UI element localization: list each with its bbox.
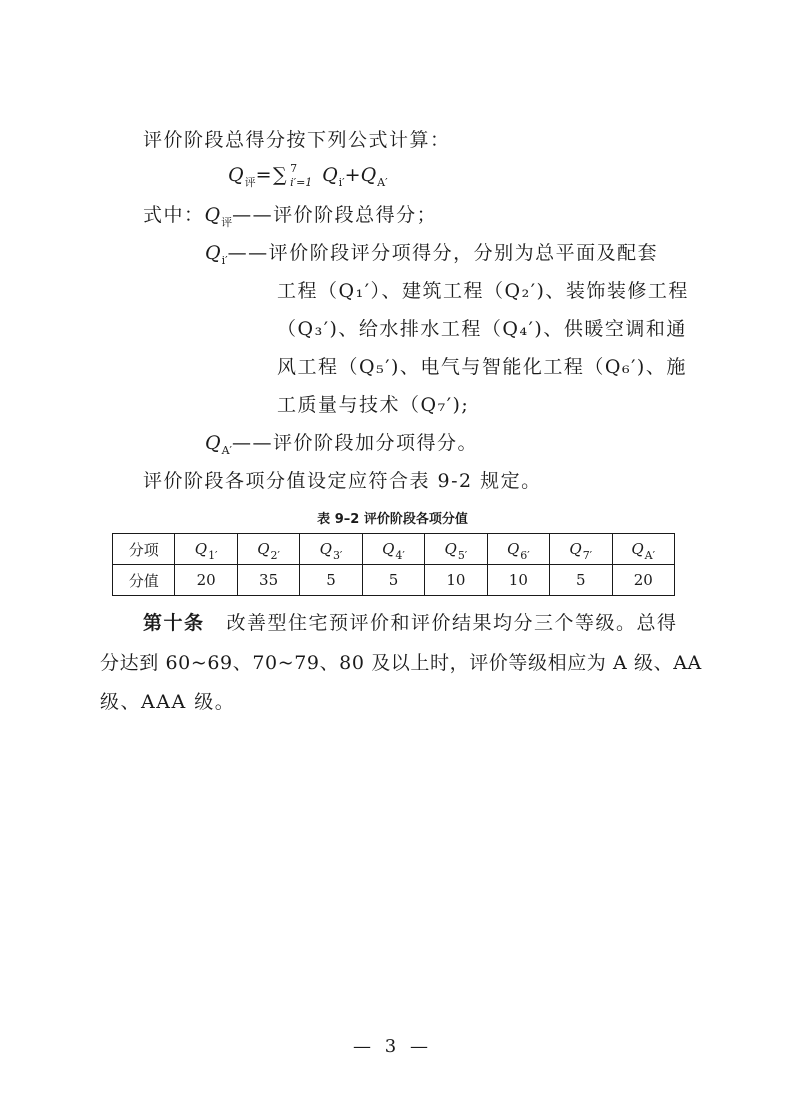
definition-bonus-symbol: Q [205,432,221,454]
table-value-q3: 5 [300,565,362,596]
table-item-q4: $Q_{4'}$ [362,534,424,565]
definition-total-text: ——评价阶段总得分； [232,204,438,226]
table-value-qa: 20 [612,565,675,596]
formula-symbol: Q [228,164,244,186]
definition-items-symbol: Q [205,242,221,264]
table-item-q2: $Q_{2'}$ [237,534,299,565]
definition-items [205,241,658,268]
table-row-values [113,565,675,596]
definition-items-line2: 工程（Q₁′）、建筑工程（Q₂′)、装饰装修工程 [277,280,689,302]
formula-sigma: ∑ [273,164,289,186]
table-value-q4: 5 [362,565,424,596]
table-value-q6: 10 [487,565,549,596]
definition-items-sub: i′ [221,254,228,267]
page-number: — 3 — [353,1036,432,1057]
formula-symbol-sub: 评 [244,176,256,189]
article-paragraph-line1 [143,611,678,635]
article-paragraph-line3: 级、AAA 级。 [100,691,236,713]
formula-limits [288,163,322,187]
table-caption: 表 9–2 评价阶段各项分值 [317,512,468,527]
definition-total-symbol: Q [204,204,221,226]
formula-upper-limit: 7 [290,162,298,175]
table-row-items [113,534,675,565]
table-header-items: 分项 [113,534,175,565]
definitions-lead: 式中： [143,204,205,226]
table-item-qa: $Q_{A'}$ [612,534,675,565]
table-value-q7: 5 [550,565,612,596]
definition-bonus-text: ——评价阶段加分项得分。 [232,432,479,454]
formula-term-sub: i′ [338,176,345,189]
table-intro: 评价阶段各项分值设定应符合表 9-2 规定。 [143,470,542,492]
score-formula [228,163,388,190]
definition-bonus-sub: A′ [221,444,233,457]
table-value-q1: 20 [175,565,237,596]
table-item-q6: $Q_{6'}$ [487,534,549,565]
formula-equals: = [255,164,273,186]
formula-bonus: +Q [344,164,377,186]
definition-items-text: ——评价阶段评分项得分，分别为总平面及配套 [227,242,659,264]
definition-bonus [205,431,478,458]
definition-items-line4: 风工程（Q₅′)、电气与智能化工程（Q₆′)、施 [277,356,687,378]
article-paragraph-line2: 分达到 60~69、70~79、80 及以上时，评价等级相应为 A 级、AA [100,652,702,674]
formula-bonus-sub: A′ [377,176,388,189]
table-value-q5: 10 [425,565,487,596]
article-title: 第十条 [143,612,205,634]
score-table [112,533,675,596]
table-item-q1: $Q_{1'}$ [175,534,237,565]
table-item-q3: $Q_{3'}$ [300,534,362,565]
article-line1-text: 改善型住宅预评价和评价结果均分三个等级。总得 [226,612,678,634]
definition-items-line3: （Q₃′)、给水排水工程（Q₄′)、供暖空调和通 [277,318,687,340]
table-item-q5: $Q_{5'}$ [425,534,487,565]
intro-paragraph: 评价阶段总得分按下列公式计算： [143,129,451,151]
formula-term: Q [322,164,338,186]
table-header-values: 分值 [113,565,175,596]
definition-total-sub: 评 [221,216,233,229]
table-item-q7: $Q_{7'}$ [550,534,612,565]
table-value-q2: 35 [237,565,299,596]
formula-lower-limit: i′=1 [290,176,313,189]
definition-total [143,203,437,230]
definition-items-line5: 工质量与技术（Q₇′); [277,394,470,416]
